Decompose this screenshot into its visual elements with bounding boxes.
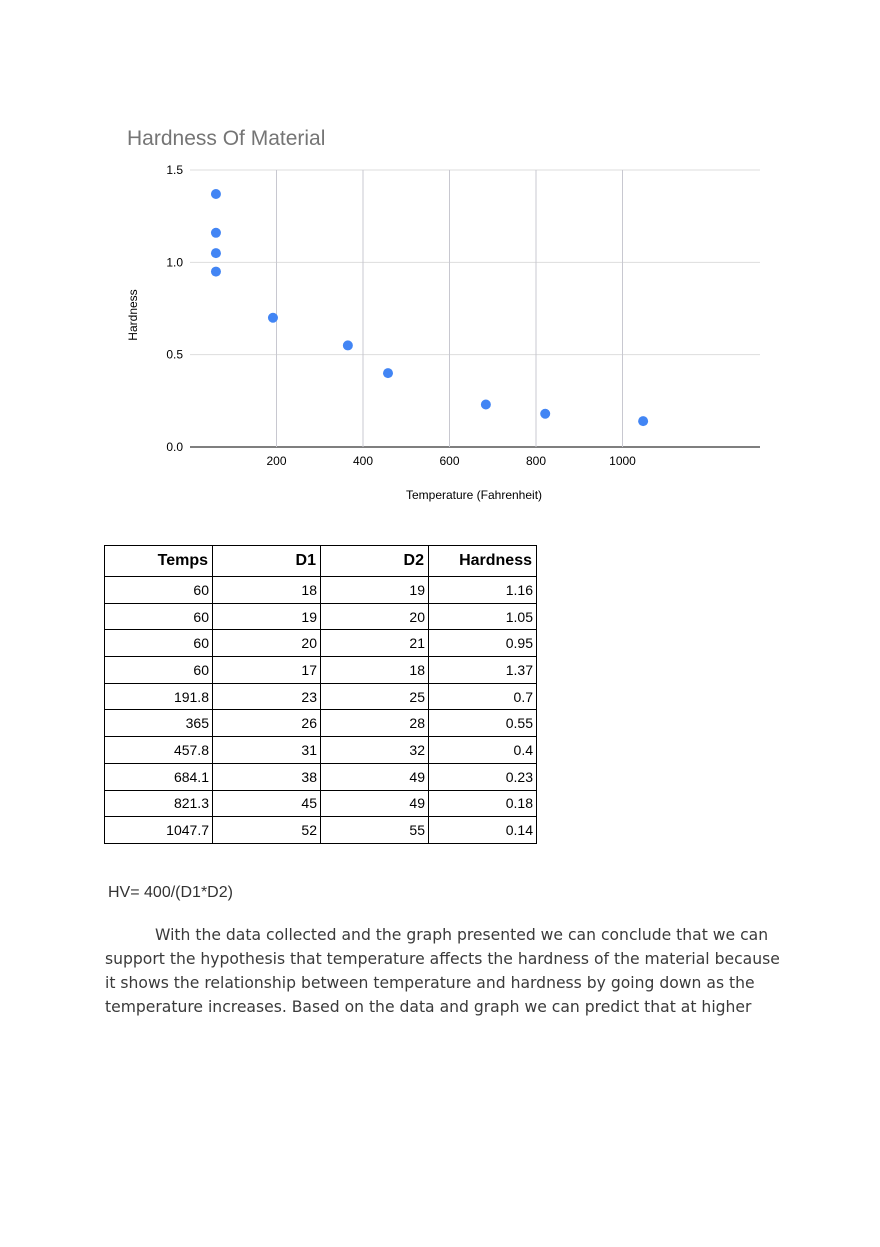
x-axis-ticks xyxy=(266,454,636,468)
table-cell: 45 xyxy=(213,790,321,817)
header-hardness: Hardness xyxy=(429,546,537,577)
table-cell: 19 xyxy=(213,603,321,630)
table-cell: 1.05 xyxy=(429,603,537,630)
scatter-point xyxy=(383,368,393,378)
header-d1: D1 xyxy=(213,546,321,577)
scatter-point xyxy=(268,313,278,323)
y-tick-label: 0.0 xyxy=(166,440,183,454)
x-tick-label: 400 xyxy=(352,454,374,468)
x-axis-label: Temperature (Fahrenheit) xyxy=(405,488,543,502)
table-cell: 684.1 xyxy=(105,763,213,790)
scatter-point xyxy=(638,416,648,426)
table-cell: 60 xyxy=(105,630,213,657)
table-cell: 0.7 xyxy=(429,683,537,710)
scatter-point xyxy=(211,248,221,258)
x-tick-label: 200 xyxy=(266,454,287,468)
table-cell: 1.16 xyxy=(429,577,537,604)
table-cell: 49 xyxy=(321,763,429,790)
table-cell: 18 xyxy=(213,577,321,604)
scatter-point xyxy=(211,267,221,277)
table-row xyxy=(105,817,537,844)
table-cell: 20 xyxy=(321,603,429,630)
table-cell: 60 xyxy=(105,657,213,684)
formula-text: HV= 400/(D1*D2) xyxy=(108,884,233,901)
table-cell: 0.23 xyxy=(429,763,537,790)
table-cell: 0.4 xyxy=(429,737,537,764)
table-cell: 31 xyxy=(213,737,321,764)
scatter-point xyxy=(481,400,491,410)
table-cell: 1047.7 xyxy=(105,817,213,844)
header-d2: D2 xyxy=(321,546,429,577)
table-cell: 25 xyxy=(321,683,429,710)
table-cell: 32 xyxy=(321,737,429,764)
table-cell: 21 xyxy=(321,630,429,657)
table-cell: 1.37 xyxy=(429,657,537,684)
chart-grid xyxy=(190,170,760,447)
table-row xyxy=(105,790,537,817)
table-row xyxy=(105,630,537,657)
table-cell: 0.18 xyxy=(429,790,537,817)
table-header-row xyxy=(105,546,537,577)
table-cell: 55 xyxy=(321,817,429,844)
scatter-point xyxy=(540,409,550,419)
table-cell: 38 xyxy=(213,763,321,790)
table-cell: 191.8 xyxy=(105,683,213,710)
x-tick-label: 600 xyxy=(439,454,460,468)
table-cell: 457.8 xyxy=(105,737,213,764)
table-cell: 0.95 xyxy=(429,630,537,657)
table-cell: 60 xyxy=(105,603,213,630)
table-cell: 52 xyxy=(213,817,321,844)
table-cell: 20 xyxy=(213,630,321,657)
x-tick-label: 1000 xyxy=(609,454,636,468)
y-axis-ticks xyxy=(166,163,183,454)
table-row xyxy=(105,657,537,684)
table-cell: 23 xyxy=(213,683,321,710)
conclusion-paragraph: With the data collected and the graph presented we can conclude that we can support the hypothesis that temperature affects the hardness of the material because it shows the relationship between temperature and hardness by going down as the temperature increases. Based on the data and graph we can predict that at higher xyxy=(105,926,780,1016)
scatter-point xyxy=(211,189,221,199)
data-table xyxy=(104,545,537,844)
table-cell: 0.14 xyxy=(429,817,537,844)
header-temps: Temps xyxy=(105,546,213,577)
table-cell: 17 xyxy=(213,657,321,684)
table-row xyxy=(105,763,537,790)
y-tick-label: 1.5 xyxy=(166,163,183,177)
table-cell: 28 xyxy=(321,710,429,737)
table-cell: 0.55 xyxy=(429,710,537,737)
table-row xyxy=(105,577,537,604)
scatter-point xyxy=(343,340,353,350)
table-cell: 18 xyxy=(321,657,429,684)
y-axis-label: Hardness xyxy=(126,289,140,341)
table-cell: 19 xyxy=(321,577,429,604)
x-tick-label: 800 xyxy=(525,454,547,468)
table-cell: 26 xyxy=(213,710,321,737)
table-cell: 821.3 xyxy=(105,790,213,817)
hardness-chart xyxy=(0,0,880,520)
table-cell: 60 xyxy=(105,577,213,604)
y-tick-label: 0.5 xyxy=(166,347,183,362)
table-cell: 49 xyxy=(321,790,429,817)
table-row xyxy=(105,603,537,630)
table-row xyxy=(105,710,537,737)
table-cell: 365 xyxy=(105,710,213,737)
chart-title: Hardness Of Material xyxy=(127,127,326,150)
y-tick-label: 1.0 xyxy=(166,255,183,270)
scatter-point xyxy=(211,228,221,238)
table-row xyxy=(105,737,537,764)
table-row xyxy=(105,683,537,710)
